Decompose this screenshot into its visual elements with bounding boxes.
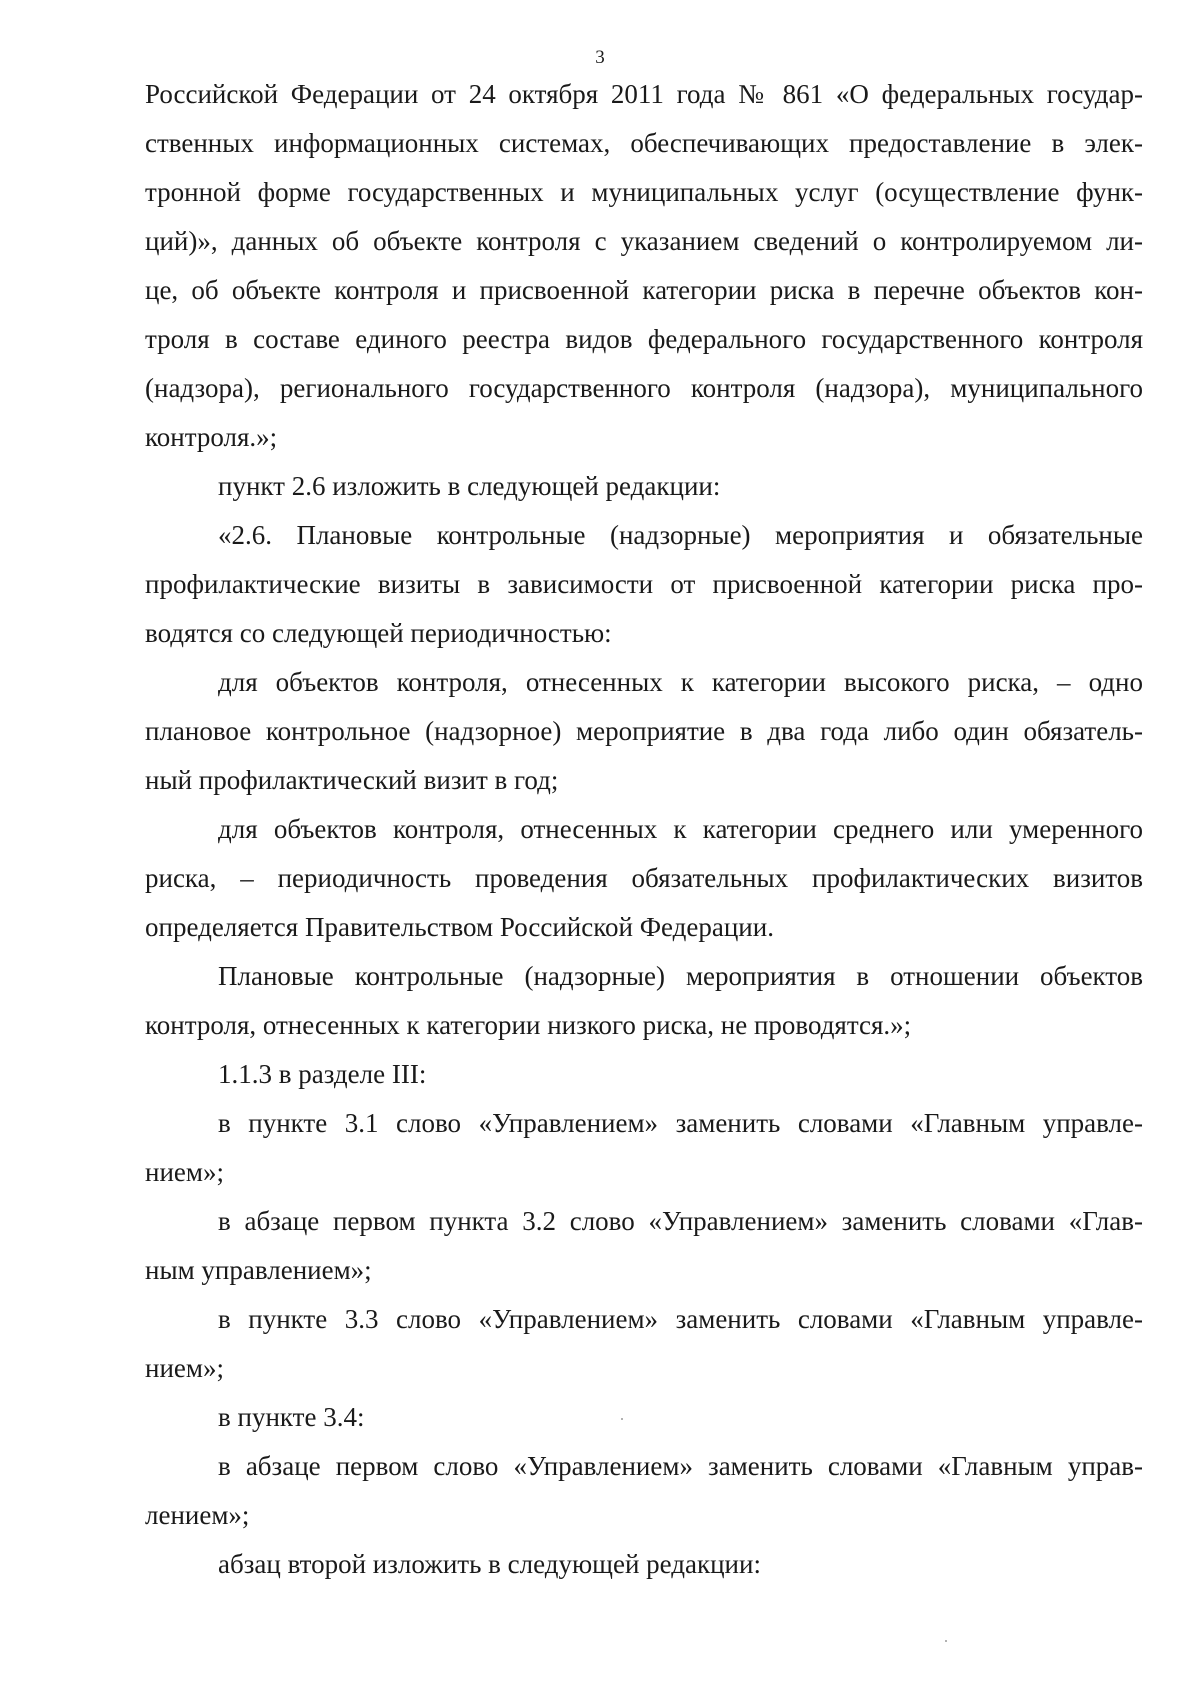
text-line: определяется Правительством Российской Федерации. — [145, 912, 774, 942]
text-line: «2.6. Плановые контрольные (надзорные) мероприятия и обязательные — [218, 520, 1143, 550]
text-line: контроля, отнесенных к категории низкого риска, не проводятся.»; — [145, 1010, 912, 1040]
text-line: риска, – периодичность проведения обязательных профилактических визитов — [145, 863, 1143, 893]
page-number: 3 — [595, 47, 605, 68]
text-line: ный профилактический визит в год; — [145, 765, 559, 795]
scan-speck — [945, 1640, 947, 1642]
text-line: 1.1.3 в разделе III: — [218, 1059, 427, 1089]
text-line: для объектов контроля, отнесенных к категории высокого риска, – одно — [218, 667, 1143, 697]
text-line: тронной форме государственных и муниципальных услуг (осуществление функ- — [145, 177, 1143, 207]
text-line: для объектов контроля, отнесенных к категории среднего или умеренного — [218, 814, 1143, 844]
text-line: Российской Федерации от 24 октября 2011 года № 861 «О федеральных государ- — [145, 79, 1143, 109]
text-line: лением»; — [145, 1500, 250, 1530]
text-line: Плановые контрольные (надзорные) мероприятия в отношении объектов — [218, 961, 1143, 991]
text-line: водятся со следующей периодичностью: — [145, 618, 612, 648]
text-line: нием»; — [145, 1353, 224, 1383]
text-line: в пункте 3.3 слово «Управлением» заменить словами «Главным управле- — [218, 1304, 1143, 1334]
text-line: пункт 2.6 изложить в следующей редакции: — [218, 471, 721, 501]
scan-speck — [621, 1418, 623, 1420]
text-line: (надзора), регионального государственного контроля (надзора), муниципального — [145, 373, 1143, 403]
text-line: ций)», данных об объекте контроля с указанием сведений о контролируемом ли- — [145, 226, 1143, 256]
text-line: плановое контрольное (надзорное) мероприятие в два года либо один обязатель- — [145, 716, 1143, 746]
text-line: абзац второй изложить в следующей редакции: — [218, 1549, 761, 1579]
text-line: нием»; — [145, 1157, 224, 1187]
text-line: троля в составе единого реестра видов федерального государственного контроля — [145, 324, 1143, 354]
text-line: це, об объекте контроля и присвоенной категории риска в перечне объектов кон- — [145, 275, 1143, 305]
text-line: в пункте 3.1 слово «Управлением» заменить словами «Главным управле- — [218, 1108, 1143, 1138]
text-line: в абзаце первом слово «Управлением» заменить словами «Главным управ- — [218, 1451, 1143, 1481]
text-line: в пункте 3.4: — [218, 1402, 365, 1432]
text-line: ственных информационных системах, обеспечивающих предоставление в элек- — [145, 128, 1143, 158]
text-line: контроля.»; — [145, 422, 278, 452]
text-line: в абзаце первом пункта 3.2 слово «Управлением» заменить словами «Глав- — [218, 1206, 1143, 1236]
text-line: ным управлением»; — [145, 1255, 372, 1285]
text-line: профилактические визиты в зависимости от присвоенной категории риска про- — [145, 569, 1143, 599]
body-text — [145, 70, 1143, 1589]
